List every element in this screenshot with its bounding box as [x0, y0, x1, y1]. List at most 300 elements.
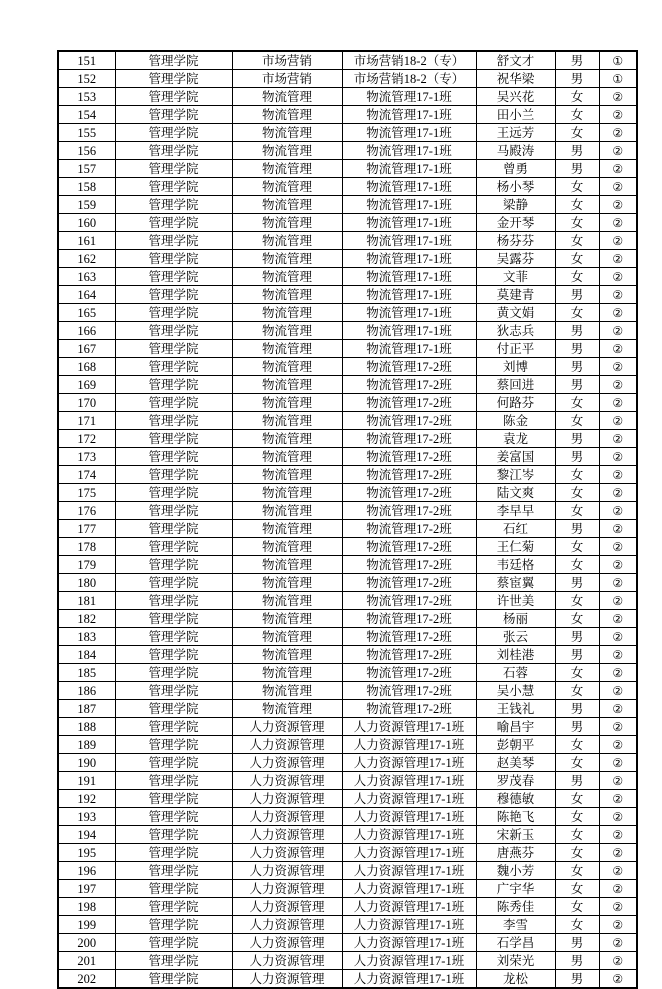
cell-college[interactable]: 管理学院 — [115, 952, 232, 970]
table-row[interactable] — [58, 304, 637, 322]
cell-gender[interactable]: 男 — [555, 160, 599, 178]
cell-college[interactable]: 管理学院 — [115, 340, 232, 358]
cell-sequence[interactable]: 177 — [58, 520, 115, 538]
cell-class[interactable]: 物流管理17-2班 — [342, 466, 476, 484]
cell-sequence[interactable]: 181 — [58, 592, 115, 610]
table-row[interactable] — [58, 880, 637, 898]
cell-college[interactable]: 管理学院 — [115, 51, 232, 70]
cell-sequence[interactable]: 200 — [58, 934, 115, 952]
cell-sequence[interactable]: 178 — [58, 538, 115, 556]
table-row[interactable] — [58, 538, 637, 556]
cell-gender[interactable]: 女 — [555, 826, 599, 844]
cell-mark[interactable]: ② — [599, 628, 637, 646]
cell-name[interactable]: 陈秀佳 — [476, 898, 555, 916]
cell-class[interactable]: 物流管理17-1班 — [342, 178, 476, 196]
cell-college[interactable]: 管理学院 — [115, 70, 232, 88]
cell-major[interactable]: 物流管理 — [232, 538, 342, 556]
cell-name[interactable]: 喻昌宇 — [476, 718, 555, 736]
cell-gender[interactable]: 女 — [555, 916, 599, 934]
cell-major[interactable]: 人力资源管理 — [232, 934, 342, 952]
cell-mark[interactable]: ② — [599, 592, 637, 610]
cell-class[interactable]: 物流管理17-2班 — [342, 628, 476, 646]
cell-college[interactable]: 管理学院 — [115, 700, 232, 718]
cell-college[interactable]: 管理学院 — [115, 520, 232, 538]
cell-name[interactable]: 宋新玉 — [476, 826, 555, 844]
cell-name[interactable]: 蔡宦翼 — [476, 574, 555, 592]
cell-major[interactable]: 人力资源管理 — [232, 826, 342, 844]
cell-class[interactable]: 物流管理17-2班 — [342, 430, 476, 448]
table-row[interactable] — [58, 502, 637, 520]
table-row[interactable] — [58, 934, 637, 952]
cell-mark[interactable]: ② — [599, 934, 637, 952]
cell-college[interactable]: 管理学院 — [115, 412, 232, 430]
cell-gender[interactable]: 女 — [555, 232, 599, 250]
table-row[interactable] — [58, 520, 637, 538]
cell-class[interactable]: 物流管理17-1班 — [342, 232, 476, 250]
cell-college[interactable]: 管理学院 — [115, 862, 232, 880]
cell-name[interactable]: 魏小芳 — [476, 862, 555, 880]
cell-name[interactable]: 莫建青 — [476, 286, 555, 304]
cell-college[interactable]: 管理学院 — [115, 502, 232, 520]
cell-gender[interactable]: 男 — [555, 952, 599, 970]
cell-college[interactable]: 管理学院 — [115, 304, 232, 322]
cell-major[interactable]: 物流管理 — [232, 214, 342, 232]
cell-college[interactable]: 管理学院 — [115, 556, 232, 574]
cell-class[interactable]: 物流管理17-2班 — [342, 592, 476, 610]
cell-college[interactable]: 管理学院 — [115, 358, 232, 376]
cell-gender[interactable]: 男 — [555, 772, 599, 790]
table-row[interactable] — [58, 196, 637, 214]
cell-name[interactable]: 陈金 — [476, 412, 555, 430]
cell-gender[interactable]: 男 — [555, 934, 599, 952]
cell-gender[interactable]: 女 — [555, 412, 599, 430]
table-row[interactable] — [58, 250, 637, 268]
cell-sequence[interactable]: 156 — [58, 142, 115, 160]
cell-sequence[interactable]: 151 — [58, 51, 115, 70]
cell-gender[interactable]: 男 — [555, 628, 599, 646]
table-row[interactable] — [58, 214, 637, 232]
cell-major[interactable]: 物流管理 — [232, 448, 342, 466]
cell-mark[interactable]: ② — [599, 646, 637, 664]
cell-gender[interactable]: 男 — [555, 700, 599, 718]
table-row[interactable] — [58, 646, 637, 664]
cell-college[interactable]: 管理学院 — [115, 448, 232, 466]
cell-major[interactable]: 市场营销 — [232, 51, 342, 70]
cell-college[interactable]: 管理学院 — [115, 574, 232, 592]
cell-sequence[interactable]: 171 — [58, 412, 115, 430]
cell-mark[interactable]: ② — [599, 862, 637, 880]
cell-gender[interactable]: 女 — [555, 844, 599, 862]
cell-class[interactable]: 物流管理17-1班 — [342, 268, 476, 286]
cell-major[interactable]: 人力资源管理 — [232, 952, 342, 970]
cell-name[interactable]: 吴露芬 — [476, 250, 555, 268]
cell-major[interactable]: 人力资源管理 — [232, 880, 342, 898]
cell-mark[interactable]: ① — [599, 51, 637, 70]
table-row[interactable] — [58, 718, 637, 736]
cell-college[interactable]: 管理学院 — [115, 790, 232, 808]
cell-name[interactable]: 龙松 — [476, 970, 555, 989]
cell-major[interactable]: 物流管理 — [232, 196, 342, 214]
table-row[interactable] — [58, 772, 637, 790]
table-row[interactable] — [58, 790, 637, 808]
cell-class[interactable]: 人力资源管理17-1班 — [342, 916, 476, 934]
cell-college[interactable]: 管理学院 — [115, 394, 232, 412]
cell-college[interactable]: 管理学院 — [115, 376, 232, 394]
cell-mark[interactable]: ② — [599, 160, 637, 178]
cell-sequence[interactable]: 201 — [58, 952, 115, 970]
cell-mark[interactable]: ② — [599, 106, 637, 124]
cell-sequence[interactable]: 159 — [58, 196, 115, 214]
cell-college[interactable]: 管理学院 — [115, 178, 232, 196]
cell-mark[interactable]: ② — [599, 304, 637, 322]
cell-mark[interactable]: ② — [599, 520, 637, 538]
cell-class[interactable]: 物流管理17-2班 — [342, 376, 476, 394]
cell-gender[interactable]: 男 — [555, 340, 599, 358]
table-row[interactable] — [58, 592, 637, 610]
cell-college[interactable]: 管理学院 — [115, 196, 232, 214]
cell-class[interactable]: 物流管理17-2班 — [342, 646, 476, 664]
table-row[interactable] — [58, 322, 637, 340]
cell-gender[interactable]: 女 — [555, 556, 599, 574]
cell-mark[interactable]: ② — [599, 214, 637, 232]
cell-name[interactable]: 唐燕芬 — [476, 844, 555, 862]
cell-name[interactable]: 蔡回进 — [476, 376, 555, 394]
cell-class[interactable]: 物流管理17-2班 — [342, 610, 476, 628]
cell-gender[interactable]: 女 — [555, 736, 599, 754]
cell-class[interactable]: 物流管理17-2班 — [342, 394, 476, 412]
cell-major[interactable]: 物流管理 — [232, 520, 342, 538]
cell-gender[interactable]: 女 — [555, 88, 599, 106]
cell-sequence[interactable]: 152 — [58, 70, 115, 88]
cell-class[interactable]: 物流管理17-2班 — [342, 502, 476, 520]
cell-sequence[interactable]: 198 — [58, 898, 115, 916]
cell-college[interactable]: 管理学院 — [115, 88, 232, 106]
cell-gender[interactable]: 女 — [555, 106, 599, 124]
cell-class[interactable]: 物流管理17-2班 — [342, 574, 476, 592]
table-row[interactable] — [58, 826, 637, 844]
cell-sequence[interactable]: 186 — [58, 682, 115, 700]
cell-mark[interactable]: ② — [599, 466, 637, 484]
cell-mark[interactable]: ② — [599, 178, 637, 196]
cell-college[interactable]: 管理学院 — [115, 250, 232, 268]
cell-gender[interactable]: 女 — [555, 304, 599, 322]
cell-college[interactable]: 管理学院 — [115, 718, 232, 736]
cell-name[interactable]: 金开琴 — [476, 214, 555, 232]
cell-mark[interactable]: ② — [599, 448, 637, 466]
cell-class[interactable]: 市场营销18-2（专） — [342, 70, 476, 88]
cell-sequence[interactable]: 197 — [58, 880, 115, 898]
cell-class[interactable]: 人力资源管理17-1班 — [342, 754, 476, 772]
cell-mark[interactable]: ② — [599, 736, 637, 754]
table-row[interactable] — [58, 394, 637, 412]
cell-class[interactable]: 人力资源管理17-1班 — [342, 808, 476, 826]
cell-class[interactable]: 物流管理17-2班 — [342, 556, 476, 574]
cell-college[interactable]: 管理学院 — [115, 970, 232, 989]
cell-gender[interactable]: 男 — [555, 358, 599, 376]
table-row[interactable] — [58, 610, 637, 628]
cell-major[interactable]: 物流管理 — [232, 592, 342, 610]
cell-class[interactable]: 物流管理17-2班 — [342, 448, 476, 466]
cell-name[interactable]: 彭朝平 — [476, 736, 555, 754]
cell-mark[interactable]: ② — [599, 610, 637, 628]
cell-major[interactable]: 物流管理 — [232, 466, 342, 484]
cell-gender[interactable]: 女 — [555, 880, 599, 898]
cell-gender[interactable]: 女 — [555, 754, 599, 772]
cell-sequence[interactable]: 154 — [58, 106, 115, 124]
cell-major[interactable]: 物流管理 — [232, 124, 342, 142]
cell-college[interactable]: 管理学院 — [115, 538, 232, 556]
cell-class[interactable]: 物流管理17-1班 — [342, 286, 476, 304]
table-row[interactable] — [58, 178, 637, 196]
cell-major[interactable]: 物流管理 — [232, 628, 342, 646]
cell-class[interactable]: 物流管理17-1班 — [342, 88, 476, 106]
cell-gender[interactable]: 女 — [555, 592, 599, 610]
cell-major[interactable]: 人力资源管理 — [232, 808, 342, 826]
cell-class[interactable]: 物流管理17-1班 — [342, 304, 476, 322]
cell-sequence[interactable]: 175 — [58, 484, 115, 502]
cell-major[interactable]: 物流管理 — [232, 160, 342, 178]
cell-mark[interactable]: ② — [599, 502, 637, 520]
cell-sequence[interactable]: 187 — [58, 700, 115, 718]
cell-sequence[interactable]: 193 — [58, 808, 115, 826]
cell-college[interactable]: 管理学院 — [115, 934, 232, 952]
cell-major[interactable]: 人力资源管理 — [232, 844, 342, 862]
cell-name[interactable]: 文菲 — [476, 268, 555, 286]
cell-class[interactable]: 人力资源管理17-1班 — [342, 934, 476, 952]
cell-mark[interactable]: ② — [599, 970, 637, 989]
cell-major[interactable]: 物流管理 — [232, 430, 342, 448]
table-row[interactable] — [58, 862, 637, 880]
cell-name[interactable]: 狄志兵 — [476, 322, 555, 340]
cell-gender[interactable]: 男 — [555, 574, 599, 592]
cell-mark[interactable]: ② — [599, 718, 637, 736]
cell-college[interactable]: 管理学院 — [115, 430, 232, 448]
table-row[interactable] — [58, 574, 637, 592]
cell-class[interactable]: 人力资源管理17-1班 — [342, 880, 476, 898]
cell-sequence[interactable]: 170 — [58, 394, 115, 412]
cell-college[interactable]: 管理学院 — [115, 772, 232, 790]
cell-name[interactable]: 吴小慧 — [476, 682, 555, 700]
cell-sequence[interactable]: 160 — [58, 214, 115, 232]
cell-name[interactable]: 黄文娟 — [476, 304, 555, 322]
cell-mark[interactable]: ② — [599, 322, 637, 340]
cell-class[interactable]: 人力资源管理17-1班 — [342, 952, 476, 970]
cell-mark[interactable]: ② — [599, 772, 637, 790]
table-row[interactable] — [58, 808, 637, 826]
cell-mark[interactable]: ② — [599, 196, 637, 214]
table-row[interactable] — [58, 952, 637, 970]
cell-class[interactable]: 人力资源管理17-1班 — [342, 970, 476, 989]
cell-name[interactable]: 赵美琴 — [476, 754, 555, 772]
cell-class[interactable]: 人力资源管理17-1班 — [342, 844, 476, 862]
table-row[interactable] — [58, 556, 637, 574]
cell-college[interactable]: 管理学院 — [115, 160, 232, 178]
table-row[interactable] — [58, 700, 637, 718]
cell-gender[interactable]: 女 — [555, 808, 599, 826]
table-row[interactable] — [58, 448, 637, 466]
cell-gender[interactable]: 女 — [555, 862, 599, 880]
cell-major[interactable]: 物流管理 — [232, 232, 342, 250]
cell-college[interactable]: 管理学院 — [115, 826, 232, 844]
cell-mark[interactable]: ② — [599, 268, 637, 286]
cell-mark[interactable]: ① — [599, 70, 637, 88]
cell-name[interactable]: 黎江岑 — [476, 466, 555, 484]
cell-sequence[interactable]: 167 — [58, 340, 115, 358]
cell-name[interactable]: 石蓉 — [476, 664, 555, 682]
cell-mark[interactable]: ② — [599, 916, 637, 934]
cell-mark[interactable]: ② — [599, 358, 637, 376]
cell-major[interactable]: 物流管理 — [232, 286, 342, 304]
cell-name[interactable]: 杨丽 — [476, 610, 555, 628]
cell-name[interactable]: 李早早 — [476, 502, 555, 520]
cell-name[interactable]: 广宇华 — [476, 880, 555, 898]
cell-name[interactable]: 姜富国 — [476, 448, 555, 466]
cell-college[interactable]: 管理学院 — [115, 322, 232, 340]
cell-major[interactable]: 物流管理 — [232, 484, 342, 502]
cell-major[interactable]: 人力资源管理 — [232, 736, 342, 754]
cell-sequence[interactable]: 180 — [58, 574, 115, 592]
cell-name[interactable]: 杨芬芬 — [476, 232, 555, 250]
cell-college[interactable]: 管理学院 — [115, 610, 232, 628]
cell-name[interactable]: 祝华梁 — [476, 70, 555, 88]
cell-college[interactable]: 管理学院 — [115, 664, 232, 682]
table-row[interactable] — [58, 124, 637, 142]
cell-gender[interactable]: 男 — [555, 322, 599, 340]
cell-sequence[interactable]: 194 — [58, 826, 115, 844]
cell-name[interactable]: 韦廷格 — [476, 556, 555, 574]
cell-major[interactable]: 人力资源管理 — [232, 754, 342, 772]
cell-name[interactable]: 刘博 — [476, 358, 555, 376]
cell-name[interactable]: 李雪 — [476, 916, 555, 934]
cell-college[interactable]: 管理学院 — [115, 646, 232, 664]
cell-mark[interactable]: ② — [599, 412, 637, 430]
cell-name[interactable]: 梁静 — [476, 196, 555, 214]
cell-major[interactable]: 人力资源管理 — [232, 790, 342, 808]
cell-college[interactable]: 管理学院 — [115, 232, 232, 250]
cell-college[interactable]: 管理学院 — [115, 754, 232, 772]
cell-name[interactable]: 罗茂春 — [476, 772, 555, 790]
cell-gender[interactable]: 女 — [555, 610, 599, 628]
cell-name[interactable]: 马殿涛 — [476, 142, 555, 160]
cell-sequence[interactable]: 161 — [58, 232, 115, 250]
cell-class[interactable]: 物流管理17-1班 — [342, 196, 476, 214]
cell-major[interactable]: 物流管理 — [232, 340, 342, 358]
cell-sequence[interactable]: 185 — [58, 664, 115, 682]
cell-name[interactable]: 王仁菊 — [476, 538, 555, 556]
cell-gender[interactable]: 女 — [555, 466, 599, 484]
cell-gender[interactable]: 男 — [555, 142, 599, 160]
cell-mark[interactable]: ② — [599, 484, 637, 502]
cell-mark[interactable]: ② — [599, 844, 637, 862]
cell-mark[interactable]: ② — [599, 376, 637, 394]
cell-major[interactable]: 物流管理 — [232, 88, 342, 106]
table-row[interactable] — [58, 484, 637, 502]
cell-gender[interactable]: 女 — [555, 178, 599, 196]
cell-name[interactable]: 陆文爽 — [476, 484, 555, 502]
cell-class[interactable]: 物流管理17-2班 — [342, 484, 476, 502]
cell-gender[interactable]: 女 — [555, 196, 599, 214]
cell-major[interactable]: 物流管理 — [232, 646, 342, 664]
cell-mark[interactable]: ② — [599, 664, 637, 682]
cell-college[interactable]: 管理学院 — [115, 808, 232, 826]
cell-sequence[interactable]: 155 — [58, 124, 115, 142]
cell-mark[interactable]: ② — [599, 394, 637, 412]
cell-major[interactable]: 人力资源管理 — [232, 970, 342, 989]
cell-major[interactable]: 物流管理 — [232, 394, 342, 412]
cell-major[interactable]: 物流管理 — [232, 412, 342, 430]
cell-major[interactable]: 人力资源管理 — [232, 916, 342, 934]
table-row[interactable] — [58, 970, 637, 989]
cell-class[interactable]: 人力资源管理17-1班 — [342, 718, 476, 736]
cell-gender[interactable]: 男 — [555, 430, 599, 448]
cell-mark[interactable]: ② — [599, 556, 637, 574]
cell-major[interactable]: 物流管理 — [232, 268, 342, 286]
cell-mark[interactable]: ② — [599, 340, 637, 358]
cell-mark[interactable]: ② — [599, 574, 637, 592]
cell-class[interactable]: 人力资源管理17-1班 — [342, 898, 476, 916]
cell-class[interactable]: 物流管理17-1班 — [342, 214, 476, 232]
cell-sequence[interactable]: 196 — [58, 862, 115, 880]
table-row[interactable] — [58, 682, 637, 700]
cell-gender[interactable]: 女 — [555, 268, 599, 286]
cell-mark[interactable]: ② — [599, 124, 637, 142]
table-row[interactable] — [58, 142, 637, 160]
cell-gender[interactable]: 女 — [555, 250, 599, 268]
cell-college[interactable]: 管理学院 — [115, 736, 232, 754]
cell-name[interactable]: 付正平 — [476, 340, 555, 358]
cell-gender[interactable]: 男 — [555, 70, 599, 88]
cell-gender[interactable]: 女 — [555, 538, 599, 556]
table-row[interactable] — [58, 160, 637, 178]
cell-gender[interactable]: 女 — [555, 502, 599, 520]
cell-gender[interactable]: 男 — [555, 376, 599, 394]
cell-sequence[interactable]: 199 — [58, 916, 115, 934]
cell-sequence[interactable]: 163 — [58, 268, 115, 286]
cell-college[interactable]: 管理学院 — [115, 844, 232, 862]
cell-mark[interactable]: ② — [599, 232, 637, 250]
cell-class[interactable]: 物流管理17-2班 — [342, 412, 476, 430]
cell-mark[interactable]: ② — [599, 826, 637, 844]
cell-class[interactable]: 人力资源管理17-1班 — [342, 862, 476, 880]
cell-class[interactable]: 物流管理17-2班 — [342, 538, 476, 556]
cell-sequence[interactable]: 172 — [58, 430, 115, 448]
cell-major[interactable]: 物流管理 — [232, 682, 342, 700]
cell-gender[interactable]: 女 — [555, 214, 599, 232]
cell-major[interactable]: 物流管理 — [232, 556, 342, 574]
cell-gender[interactable]: 男 — [555, 448, 599, 466]
cell-sequence[interactable]: 191 — [58, 772, 115, 790]
cell-class[interactable]: 物流管理17-1班 — [342, 142, 476, 160]
table-row[interactable] — [58, 340, 637, 358]
cell-mark[interactable]: ② — [599, 682, 637, 700]
cell-class[interactable]: 物流管理17-1班 — [342, 250, 476, 268]
cell-class[interactable]: 物流管理17-2班 — [342, 682, 476, 700]
cell-class[interactable]: 物流管理17-1班 — [342, 160, 476, 178]
cell-class[interactable]: 人力资源管理17-1班 — [342, 772, 476, 790]
cell-mark[interactable]: ② — [599, 754, 637, 772]
cell-gender[interactable]: 女 — [555, 898, 599, 916]
cell-name[interactable]: 王远芳 — [476, 124, 555, 142]
cell-mark[interactable]: ② — [599, 898, 637, 916]
cell-gender[interactable]: 男 — [555, 286, 599, 304]
cell-name[interactable]: 石学昌 — [476, 934, 555, 952]
cell-sequence[interactable]: 188 — [58, 718, 115, 736]
table-row[interactable] — [58, 754, 637, 772]
cell-college[interactable]: 管理学院 — [115, 628, 232, 646]
cell-major[interactable]: 物流管理 — [232, 304, 342, 322]
cell-class[interactable]: 物流管理17-2班 — [342, 664, 476, 682]
cell-mark[interactable]: ② — [599, 952, 637, 970]
